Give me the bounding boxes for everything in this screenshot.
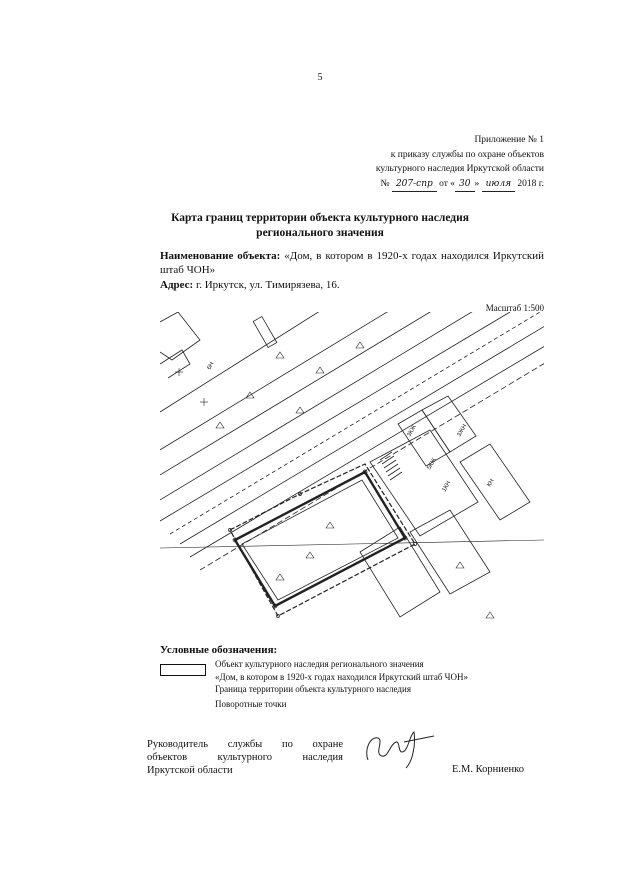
date-from-label: от « [439, 178, 456, 189]
street-line [200, 354, 544, 570]
building-outline [410, 510, 490, 594]
map-label-bldg-e: КН [486, 478, 496, 488]
object-name-label: Наименование объекта: [160, 250, 281, 262]
grid-line [160, 540, 544, 548]
map-label-bldg-b: 3КЖ [406, 424, 418, 438]
signer-name: Е.М. Корниенко [452, 764, 524, 775]
signer-line-2: объектов культурного наследия [147, 752, 343, 763]
map-label-bldg-c: 6Н [206, 361, 216, 371]
appendix-order-number [284, 177, 544, 193]
building-outline [253, 317, 277, 348]
object-name [160, 249, 544, 277]
handwritten-day: 30 [455, 177, 474, 193]
heritage-object-outline [235, 472, 405, 606]
signer-line-3: Иркутской области [147, 765, 233, 776]
legend-swatch-heritage-object [160, 664, 206, 676]
appendix-line-2: к приказу службы по охране объектов [390, 149, 544, 160]
building-outline [160, 312, 200, 360]
date-day-close: » [474, 178, 480, 189]
legend-title: Условные обозначения: [160, 644, 278, 656]
signer-position [147, 738, 343, 777]
date-year: 2018 г. [517, 178, 544, 189]
turning-points [228, 470, 416, 618]
page-number: 5 [317, 72, 323, 83]
address-value: г. Иркутск, ул. Тимирязева, 16. [195, 279, 340, 291]
title-line-1: Карта границ территории объекта культурного наследия [171, 212, 469, 224]
address-label: Адрес: [160, 279, 194, 291]
map-label-bldg-d: 1КН [441, 480, 453, 493]
object-name-value: «Дом, в котором в 1920-х годах находился Иркутский штаб ЧОН» [160, 250, 544, 276]
legend-item-2: Граница территории объекта культурного наследия [215, 684, 411, 694]
handwritten-month: июля [482, 177, 515, 193]
building-outline [398, 410, 450, 466]
street-line [180, 320, 544, 544]
street-line [160, 312, 450, 487]
map-label-bldg-f: 3ЖН [456, 423, 469, 438]
hatched-area [380, 452, 402, 480]
title-line-2: регионального значения [256, 227, 384, 239]
number-prefix: № [380, 178, 390, 189]
appendix-header [284, 133, 544, 192]
building-outline [370, 430, 478, 536]
map-label-bldg-a: 5КЖ [426, 457, 438, 471]
object-address [160, 279, 340, 291]
map-markers [175, 342, 494, 618]
building-outline [422, 396, 476, 452]
map-scale: Масштаб 1:500 [485, 303, 544, 313]
street-line [160, 312, 480, 512]
legend-item-1-line-2: «Дом, в котором в 1920-х годах находился Иркутский штаб ЧОН» [215, 672, 468, 682]
cadastral-map [160, 312, 544, 638]
street-line [170, 312, 540, 534]
territory-boundary [230, 464, 415, 616]
appendix-line-3: культурного наследия Иркутской области [375, 164, 544, 174]
document-title [150, 211, 490, 241]
handwritten-order-number: 207-спр [392, 177, 437, 193]
legend-item-3: Поворотные точки [215, 699, 287, 709]
signer-line-1: Руководитель службы по охране [147, 739, 343, 750]
building-outline [160, 350, 190, 378]
legend-item-1-line-1: Объект культурного наследия регионального значения [215, 659, 424, 669]
handwritten-signature [360, 722, 440, 772]
street-line [190, 337, 544, 557]
appendix-line-1: Приложение № 1 [474, 135, 544, 145]
